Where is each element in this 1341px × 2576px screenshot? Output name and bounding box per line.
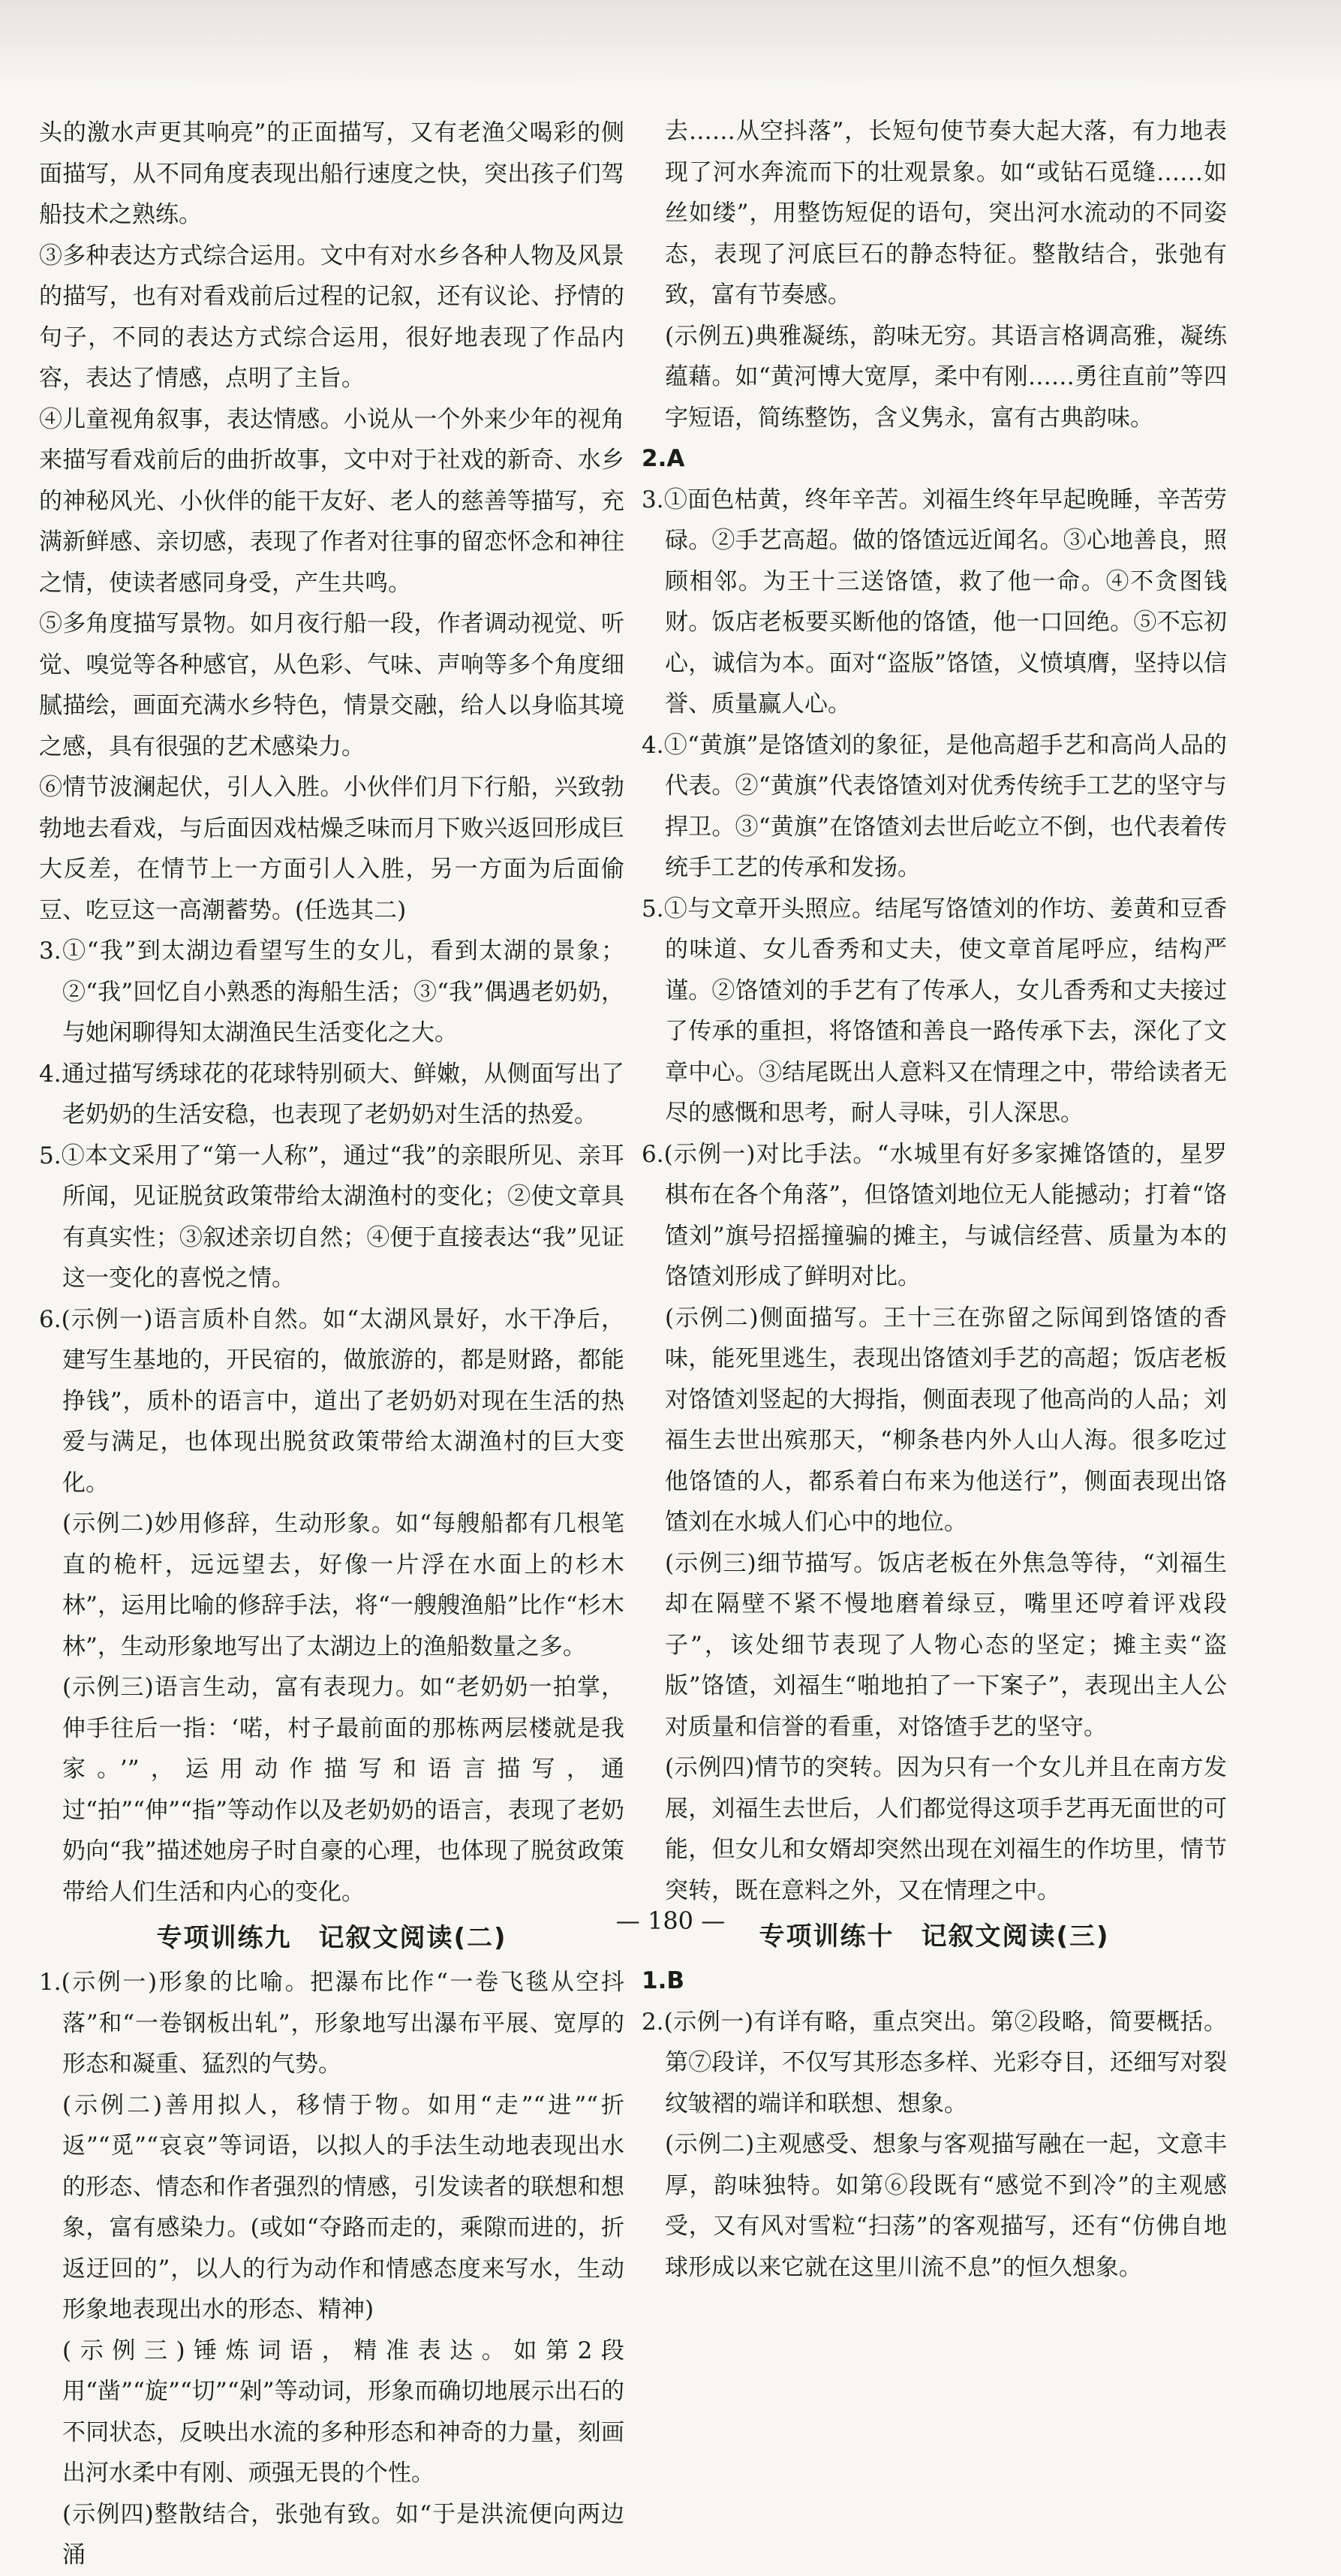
paragraph: 去……从空抖落”，长短句使节奏大起大落，有力地表现了河水奔流而下的壮观景象。如“或钻石觅缝……如丝如缕”，用整饬短促的语句，突出河水流动的不同姿态，表现了河底巨石的静态特征。整散结合，张弛有致，富有节奏感。 (665, 118, 1227, 308)
answer-3: 3.①面色枯黄，终年辛苦。刘福生终年早起晚睡，辛苦劳碌。②手艺高超。做的饹馇远近闻名。③心地善良，照顾相邻。为王十三送饹馇，救了他一命。④不贪图钱财。饭店老板要买断他的饹馇，他一口回绝。⑤不忘初心，诚信为本。面对“盗版”饹馇，义愤填膺，坚持以信誉、质量赢人心。 (642, 486, 1227, 718)
section-heading-9: 专项训练九 记叙文阅读(二) (156, 1923, 507, 1953)
answer-3: 3.①“我”到太湖边看望写生的女儿，看到太湖的景象；②“我”回忆自小熟悉的海船生活；③“我”偶遇老奶奶，与她闲聊得知太湖渔民生活变化之大。 (39, 937, 624, 1046)
paragraph: ⑤多角度描写景物。如月夜行船一段，作者调动视觉、听觉、嗅觉等各种感官，从色彩、气味、声响等多个角度细腻描绘，画面充满水乡特色，情景交融，给人以身临其境之感，具有很强的艺术感染力。 (39, 610, 624, 760)
scan-top-band (0, 0, 1341, 90)
example-paragraph: (示例二)主观感受、想象与客观描写融在一起，文意丰厚，韵味独特。如第⑥段既有“感觉不到冷”的主观感受，又有风对雪粒“扫荡”的客观描写，还有“仿佛自地球形成以来它就在这里川流不息”的恒久想象。 (665, 2131, 1227, 2281)
answer-1: 1.(示例一)形象的比喻。把瀑布比作“一卷飞毯从空抖落”和“一卷钢板出轧”，形象地写出瀑布平展、宽厚的形态和凝重、猛烈的气势。 (39, 1969, 624, 2078)
answer-5: 5.①与文章开头照应。结尾写饹馇刘的作坊、姜黄和豆香的味道、女儿香秀和丈夫，使文章首尾呼应，结构严谨。②饹馇刘的手艺有了传承人，女儿香秀和丈夫接过了传承的重担，将饹馇和善良一路传承下去，深化了文章中心。③结尾既出人意料又在情理之中，带给读者无尽的感慨和思考，耐人寻味，引人深思。 (642, 895, 1227, 1127)
answer-4: 4.①“黄旗”是饹馇刘的象征，是他高超手艺和高尚人品的代表。②“黄旗”代表饹馇刘对优秀传统手工艺的坚守与捍卫。③“黄旗”在饹馇刘去世后屹立不倒，也代表着传统手工艺的传承和发扬。 (642, 731, 1227, 881)
example-paragraph: (示例二)妙用修辞，生动形象。如“每艘船都有几根笔直的桅杆，远远望去，好像一片浮在水面上的杉木林”，运用比喻的修辞手法，将“一艘艘渔船”比作“杉木林”，生动形象地写出了太湖边上的渔船数量之多。 (62, 1510, 624, 1660)
left-column (39, 113, 624, 2576)
example-paragraph: (示例二)侧面描写。王十三在弥留之际闻到饹馇的香味，能死里逃生，表现出饹馇刘手艺的高超；饭店老板对饹馇刘竖起的大拇指，侧面表现了他高尚的人品；刘福生去世出殡那天，“柳条巷内外人山人海。很多吃过他饹馇的人，都系着白布来为他送行”，侧面表现出饹馇刘在水城人们心中的地位。 (665, 1304, 1227, 1536)
example-paragraph: (示例五)典雅凝练，韵味无穷。其语言格调高雅，凝练蕴藉。如“黄河博大宽厚，柔中有刚……勇往直前”等四字短语，简练整饬，含义隽永，富有古典韵味。 (665, 322, 1227, 432)
example-paragraph: (示例二)善用拟人，移情于物。如用“走”“进”“折返”“觅”“哀哀”等词语，以拟人的手法生动地表现出水的形态、情态和作者强烈的情感，引发读者的联想和想象，富有感染力。(或如“夺路而走的，乘隙而进的，折返迂回的”，以人的行为动作和情感态度来写水，生动形象地表现出水的形态、精神) (62, 2091, 624, 2323)
example-paragraph: (示例三)细节描写。饭店老板在外焦急等待，“刘福生却在隔壁不紧不慢地磨着绿豆，嘴里还哼着评戏段子”，该处细节表现了人物心态的坚定；摊主卖“盗版”饹馇，刘福生“啪地拍了一下案子”，表现出主人公对质量和信誉的看重，对饹馇手艺的坚守。 (665, 1549, 1227, 1741)
paragraph: ③多种表达方式综合运用。文中有对水乡各种人物及风景的描写，也有对看戏前后过程的记叙，还有议论、抒情的句子，不同的表达方式综合运用，很好地表现了作品内容，表达了情感，点明了主旨。 (39, 242, 624, 392)
page-number: — 180 — (615, 1906, 726, 1935)
paragraph: ④儿童视角叙事，表达情感。小说从一个外来少年的视角来描写看戏前后的曲折故事，文中对于社戏的新奇、水乡的神秘风光、小伙伴的能干友好、老人的慈善等描写，充满新鲜感、亲切感，表现了作者对往事的留恋怀念和神往之情，使读者感同身受，产生共鸣。 (39, 405, 624, 597)
answer-2: 2.(示例一)有详有略，重点突出。第②段略，简要概括。第⑦段详，不仅写其形态多样、光彩夺目，还细写对裂纹皱褶的端详和联想、想象。 (642, 2008, 1227, 2117)
section-heading-10: 专项训练十 记叙文阅读(三) (759, 1921, 1110, 1952)
answer-2: 2.A (642, 445, 685, 472)
example-paragraph: (示例四)整散结合，张弛有致。如“于是洪流便向两边涌 (62, 2500, 624, 2568)
example-paragraph: (示例三)语言生动，富有表现力。如“老奶奶一拍掌，伸手往后一指：‘喏，村子最前面的那栋两层楼就是我家。’”，运用动作描写和语言描写，通过“拍”“伸”“指”等动作以及老奶奶的语言，表现了老奶奶向“我”描述她房子时自豪的心理，也体现了脱贫政策带给人们生活和内心的变化。 (62, 1674, 624, 1906)
paragraph: 头的激水声更其响亮”的正面描写，又有老渔父喝彩的侧面描写，从不同角度表现出船行速度之快，突出孩子们驾船技术之熟练。 (39, 119, 624, 228)
answer-4: 4.通过描写绣球花的花球特别硕大、鲜嫩，从侧面写出了老奶奶的生活安稳，也表现了老奶奶对生活的热爱。 (39, 1060, 624, 1128)
paragraph: ⑥情节波澜起伏，引人入胜。小伙伴们月下行船，兴致勃勃地去看戏，与后面因戏枯燥乏味而月下败兴返回形成巨大反差，在情节上一方面引人入胜，另一方面为后面偷豆、吃豆这一高潮蓄势。(任选其二) (39, 774, 624, 924)
answer-6: 6.(示例一)对比手法。“水城里有好多家摊饹馇的，星罗棋布在各个角落”，但饹馇刘地位无人能撼动；打着“饹馇刘”旗号招摇撞骗的摊主，与诚信经营、质量为本的饹馇刘形成了鲜明对比。 (642, 1140, 1227, 1290)
answer-6: 6.(示例一)语言质朴自然。如“太湖风景好，水干净后，建写生基地的，开民宿的，做旅游的，都是财路，都能挣钱”，质朴的语言中，道出了老奶奶对现在生活的热爱与满足，也体现出脱贫政策带给太湖渔村的巨大变化。 (39, 1305, 624, 1497)
right-column (642, 111, 1227, 2288)
answer-1: 1.B (642, 1967, 684, 1994)
answer-5: 5.①本文采用了“第一人称”，通过“我”的亲眼所见、亲耳所闻，见证脱贫政策带给太湖渔村的变化；②使文章具有真实性；③叙述亲切自然；④便于直接表达“我”见证这一变化的喜悦之情。 (39, 1142, 624, 1292)
example-paragraph: (示例三)锤炼词语，精准表达。如第2段用“凿”“旋”“切”“剁”等动词，形象而确切地展示出石的不同状态，反映出水流的多种形态和神奇的力量，刻画出河水柔中有刚、顽强无畏的个性。 (62, 2337, 624, 2487)
example-paragraph: (示例四)情节的突转。因为只有一个女儿并且在南方发展，刘福生去世后，人们都觉得这项手艺再无面世的可能，但女儿和女婿却突然出现在刘福生的作坊里，情节突转，既在意料之外，又在情理之中。 (665, 1754, 1227, 1904)
